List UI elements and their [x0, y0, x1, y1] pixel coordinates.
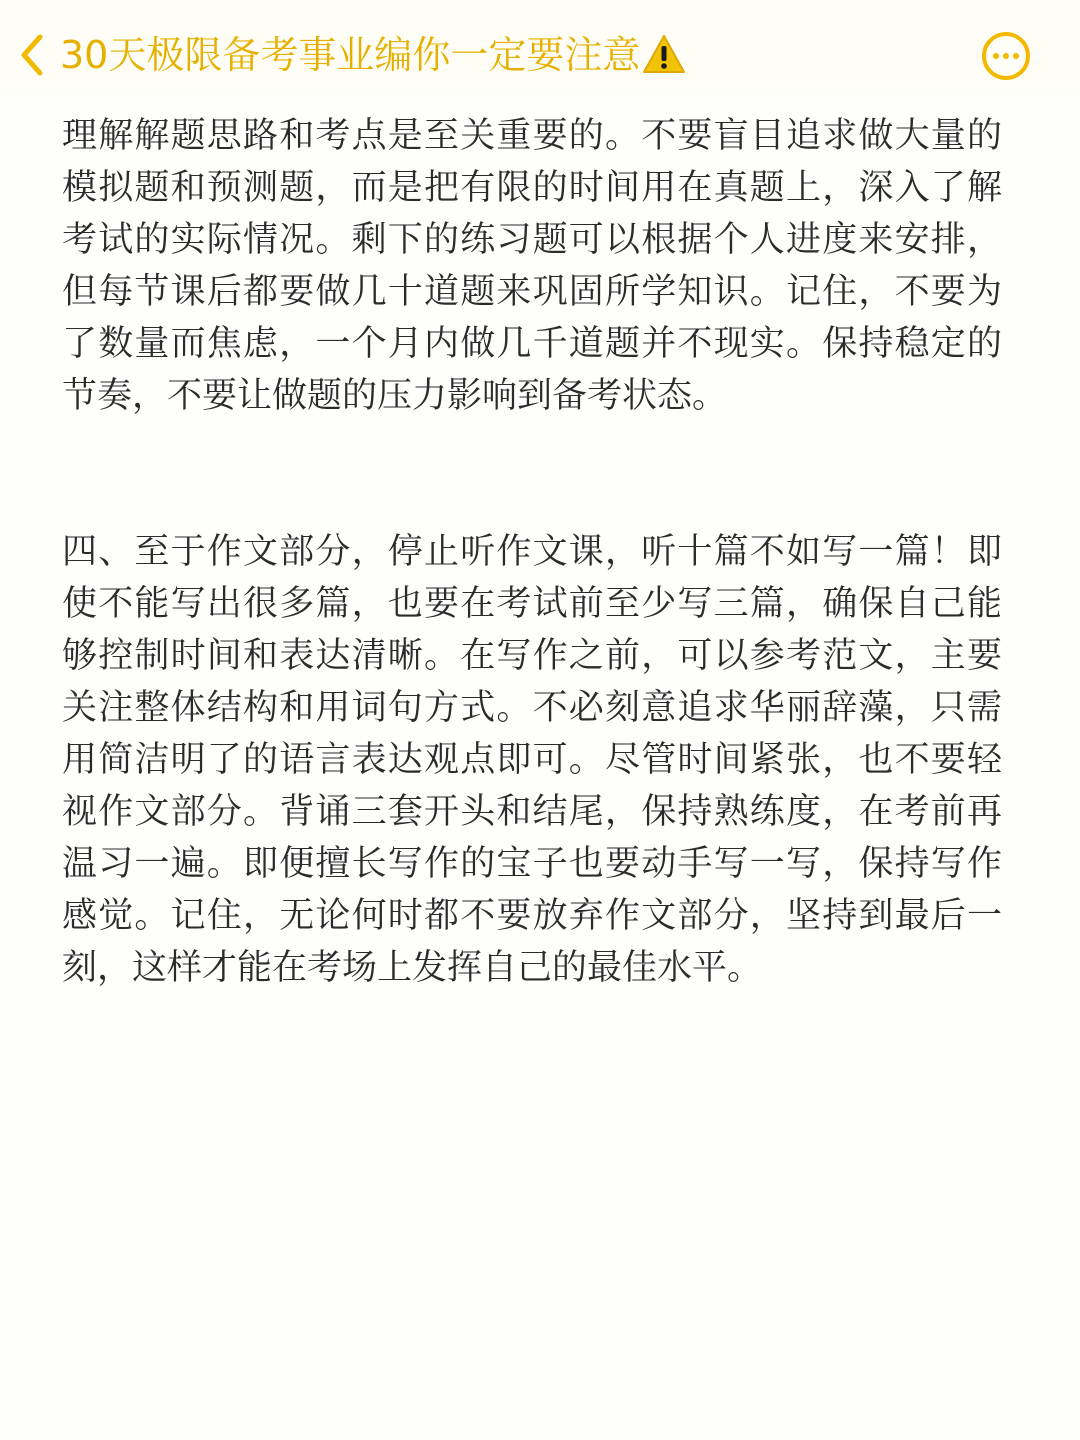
- nav-bar: [0, 0, 1080, 110]
- back-button[interactable]: [14, 30, 50, 80]
- more-dots-icon: [993, 53, 999, 59]
- chevron-left-icon: [18, 33, 46, 77]
- page-title: [60, 28, 686, 82]
- warning-icon: [642, 34, 686, 74]
- page-title-text: 30天极限备考事业编你一定要注意: [60, 33, 641, 77]
- more-options-button[interactable]: [982, 32, 1030, 80]
- note-body: [62, 110, 1002, 994]
- paragraph: 理解解题思路和考点是至关重要的。不要盲目追求做大量的模拟题和预测题，而是把有限的时间用在真题上，深入了解考试的实际情况。剩下的练习题可以根据个人进度来安排，但每节课后都要做几十道题来巩固所学知识。记住，不要为了数量而焦虑，一个月内做几千道题并不现实。保持稳定的节奏，不要让做题的压力影响到备考状态。: [62, 116, 1002, 416]
- paragraph: 四、至于作文部分，停止听作文课，听十篇不如写一篇！即使不能写出很多篇，也要在考试前至少写三篇，确保自己能够控制时间和表达清晰。在写作之前，可以参考范文，主要关注整体结构和用词句方式。不必刻意追求华丽辞藻，只需用简洁明了的语言表达观点即可。尽管时间紧张，也不要轻视作文部分。背诵三套开头和结尾，保持熟练度，在考前再温习一遍。即便擅长写作的宝子也要动手写一写，保持写作感觉。记住，无论何时都不要放弃作文部分，坚持到最后一刻，这样才能在考场上发挥自己的最佳水平。: [62, 532, 1002, 988]
